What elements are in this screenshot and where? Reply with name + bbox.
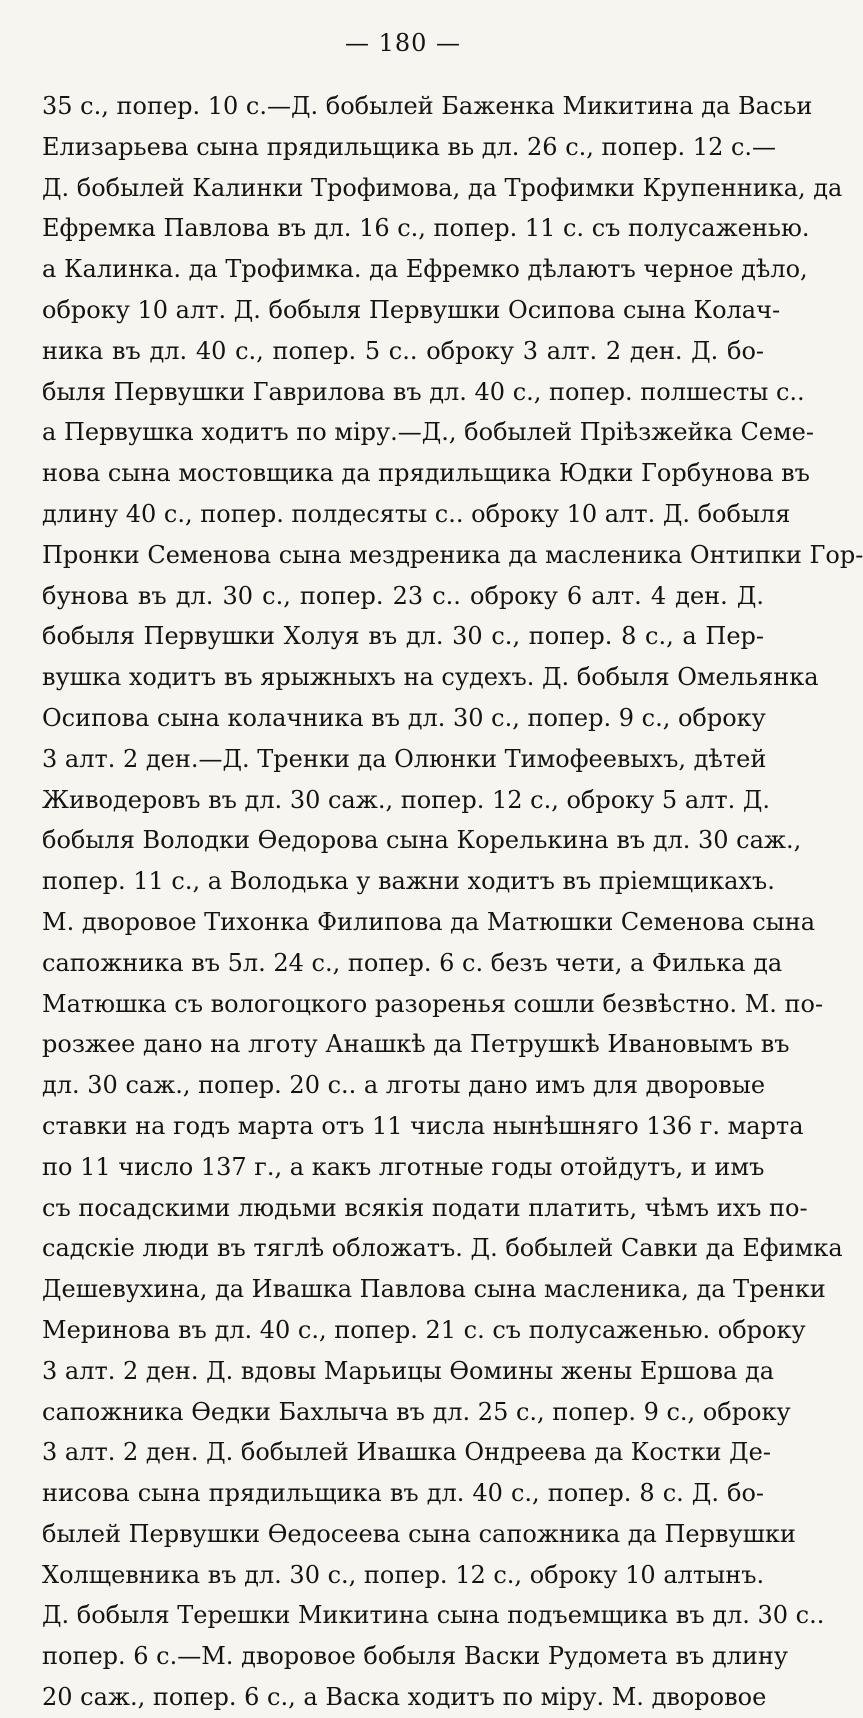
text-line: 20 саж., попер. 6 с., а Васка ходитъ по міру. М. дворовое	[42, 1683, 767, 1712]
text-line: ника въ дл. 40 с., попер. 5 с.. оброку 3 алт. 2 ден. Д. бо-	[42, 336, 764, 365]
text-line: бунова въ дл. 30 с., попер. 23 с.. оброку 6 алт. 4 ден. Д.	[42, 581, 764, 610]
text-line: а Первушка ходитъ по міру.—Д., бобылей Пріѣзжейка Семе-	[42, 418, 814, 447]
text-line: М. дворовое Тихонка Филипова да Матюшки Семенова сына	[42, 907, 816, 936]
text-line: вушка ходитъ въ ярыжныхъ на судехъ. Д. бобыля Омельянка	[42, 663, 819, 692]
text-line: былей Первушки Өедосеева сына сапожника да Первушки	[42, 1519, 796, 1548]
text-line: Матюшка съ вологоцкого разоренья сошли безвѣстно. М. по-	[42, 989, 824, 1018]
text-line: бобыля Первушки Холуя въ дл. 30 с., попер. 8 с., а Пер-	[42, 622, 764, 651]
text-line: а Калинка. да Трофимка. да Ефремко дѣлаютъ черное дѣло,	[42, 255, 808, 284]
text-line: Елизарьева сына прядильщика вь дл. 26 с., попер. 12 с.—	[42, 132, 777, 161]
text-line: дл. 30 саж., попер. 20 с.. а лготы дано имъ для дворовые	[42, 1071, 766, 1100]
text-line: Холщевника въ дл. 30 с., попер. 12 с., оброку 10 алтынъ.	[42, 1560, 765, 1589]
text-line: съ посадскими людьми всякія подати платить, чѣмъ ихъ по-	[42, 1193, 808, 1222]
text-line: попер. 11 с., а Володька у важни ходитъ въ пріемщикахъ.	[42, 867, 775, 896]
text-line: Дешевухина, да Ивашка Павлова сына масленика, да Тренки	[42, 1275, 826, 1304]
page-number: — 180 —	[344, 29, 462, 57]
text-line: Ефремка Павлова въ дл. 16 с., попер. 11 с. съ полусаженью.	[42, 214, 810, 243]
text-line: садскіе люди въ тяглѣ обложатъ. Д. бобылей Савки да Ефимка	[42, 1234, 843, 1263]
text-line: длину 40 с., попер. полдесяты с.. оброку 10 алт. Д. бобыля	[42, 499, 791, 528]
text-line: сапожника въ 5л. 24 с., попер. 6 с. безъ чети, а Филька да	[42, 948, 783, 977]
text-line: розжее дано на лготу Анашкѣ да Петрушкѣ Ивановымъ въ	[42, 1030, 790, 1059]
text-line: нисова сына прядильщика въ дл. 40 с., попер. 8 с. Д. бо-	[42, 1479, 764, 1508]
text-line: Живодеровъ въ дл. 30 саж., попер. 12 с., оброку 5 алт. Д.	[42, 785, 771, 814]
text-line: оброку 10 алт. Д. бобыля Первушки Осипова сына Колач-	[42, 295, 781, 324]
text-line: бобыля Володки Өедорова сына Корелькина въ дл. 30 саж.,	[42, 826, 802, 855]
text-line: сапожника Өедки Бахлыча въ дл. 25 с., попер. 9 с., оброку	[42, 1397, 791, 1426]
body-text	[42, 86, 863, 1718]
text-line: 3 алт. 2 ден.—Д. Тренки да Олюнки Тимофеевыхъ, дѣтей	[42, 744, 767, 773]
text-line: Д. бобылей Калинки Трофимова, да Трофимки Крупенника, да	[42, 173, 843, 202]
text-line: нова сына мостовщика да прядильщика Юдки Горбунова въ	[42, 459, 810, 488]
text-line: 3 алт. 2 ден. Д. бобылей Ивашка Ондреева да Костки Де-	[42, 1438, 771, 1467]
text-line: попер. 6 с.—М. дворовое бобыля Васки Рудомета въ длину	[42, 1642, 789, 1671]
text-line: Меринова въ дл. 40 с., попер. 21 с. съ полусаженью. оброку	[42, 1315, 806, 1344]
text-line: 35 с., попер. 10 с.—Д. бобылей Баженка Микитина да Васьи	[42, 92, 813, 120]
text-line: Д. бобыля Терешки Микитина сына подъемщика въ дл. 30 с..	[42, 1601, 825, 1630]
text-line: быля Первушки Гаврилова въ дл. 40 с., попер. полшесты с..	[42, 377, 805, 406]
text-line: Осипова сына колачника въ дл. 30 с., попер. 9 с., оброку	[42, 703, 766, 732]
text-line: ставки на годъ марта отъ 11 числа нынѣшняго 136 г. марта	[42, 1111, 804, 1140]
text-line: по 11 число 137 г., а какъ лготные годы отойдутъ, и имъ	[42, 1152, 765, 1181]
text-line: 3 алт. 2 ден. Д. вдовы Марьицы Өомины жены Ершова да	[42, 1356, 775, 1385]
text-line: Пронки Семенова сына мездреника да масленика Онтипки Гор-	[42, 540, 863, 569]
